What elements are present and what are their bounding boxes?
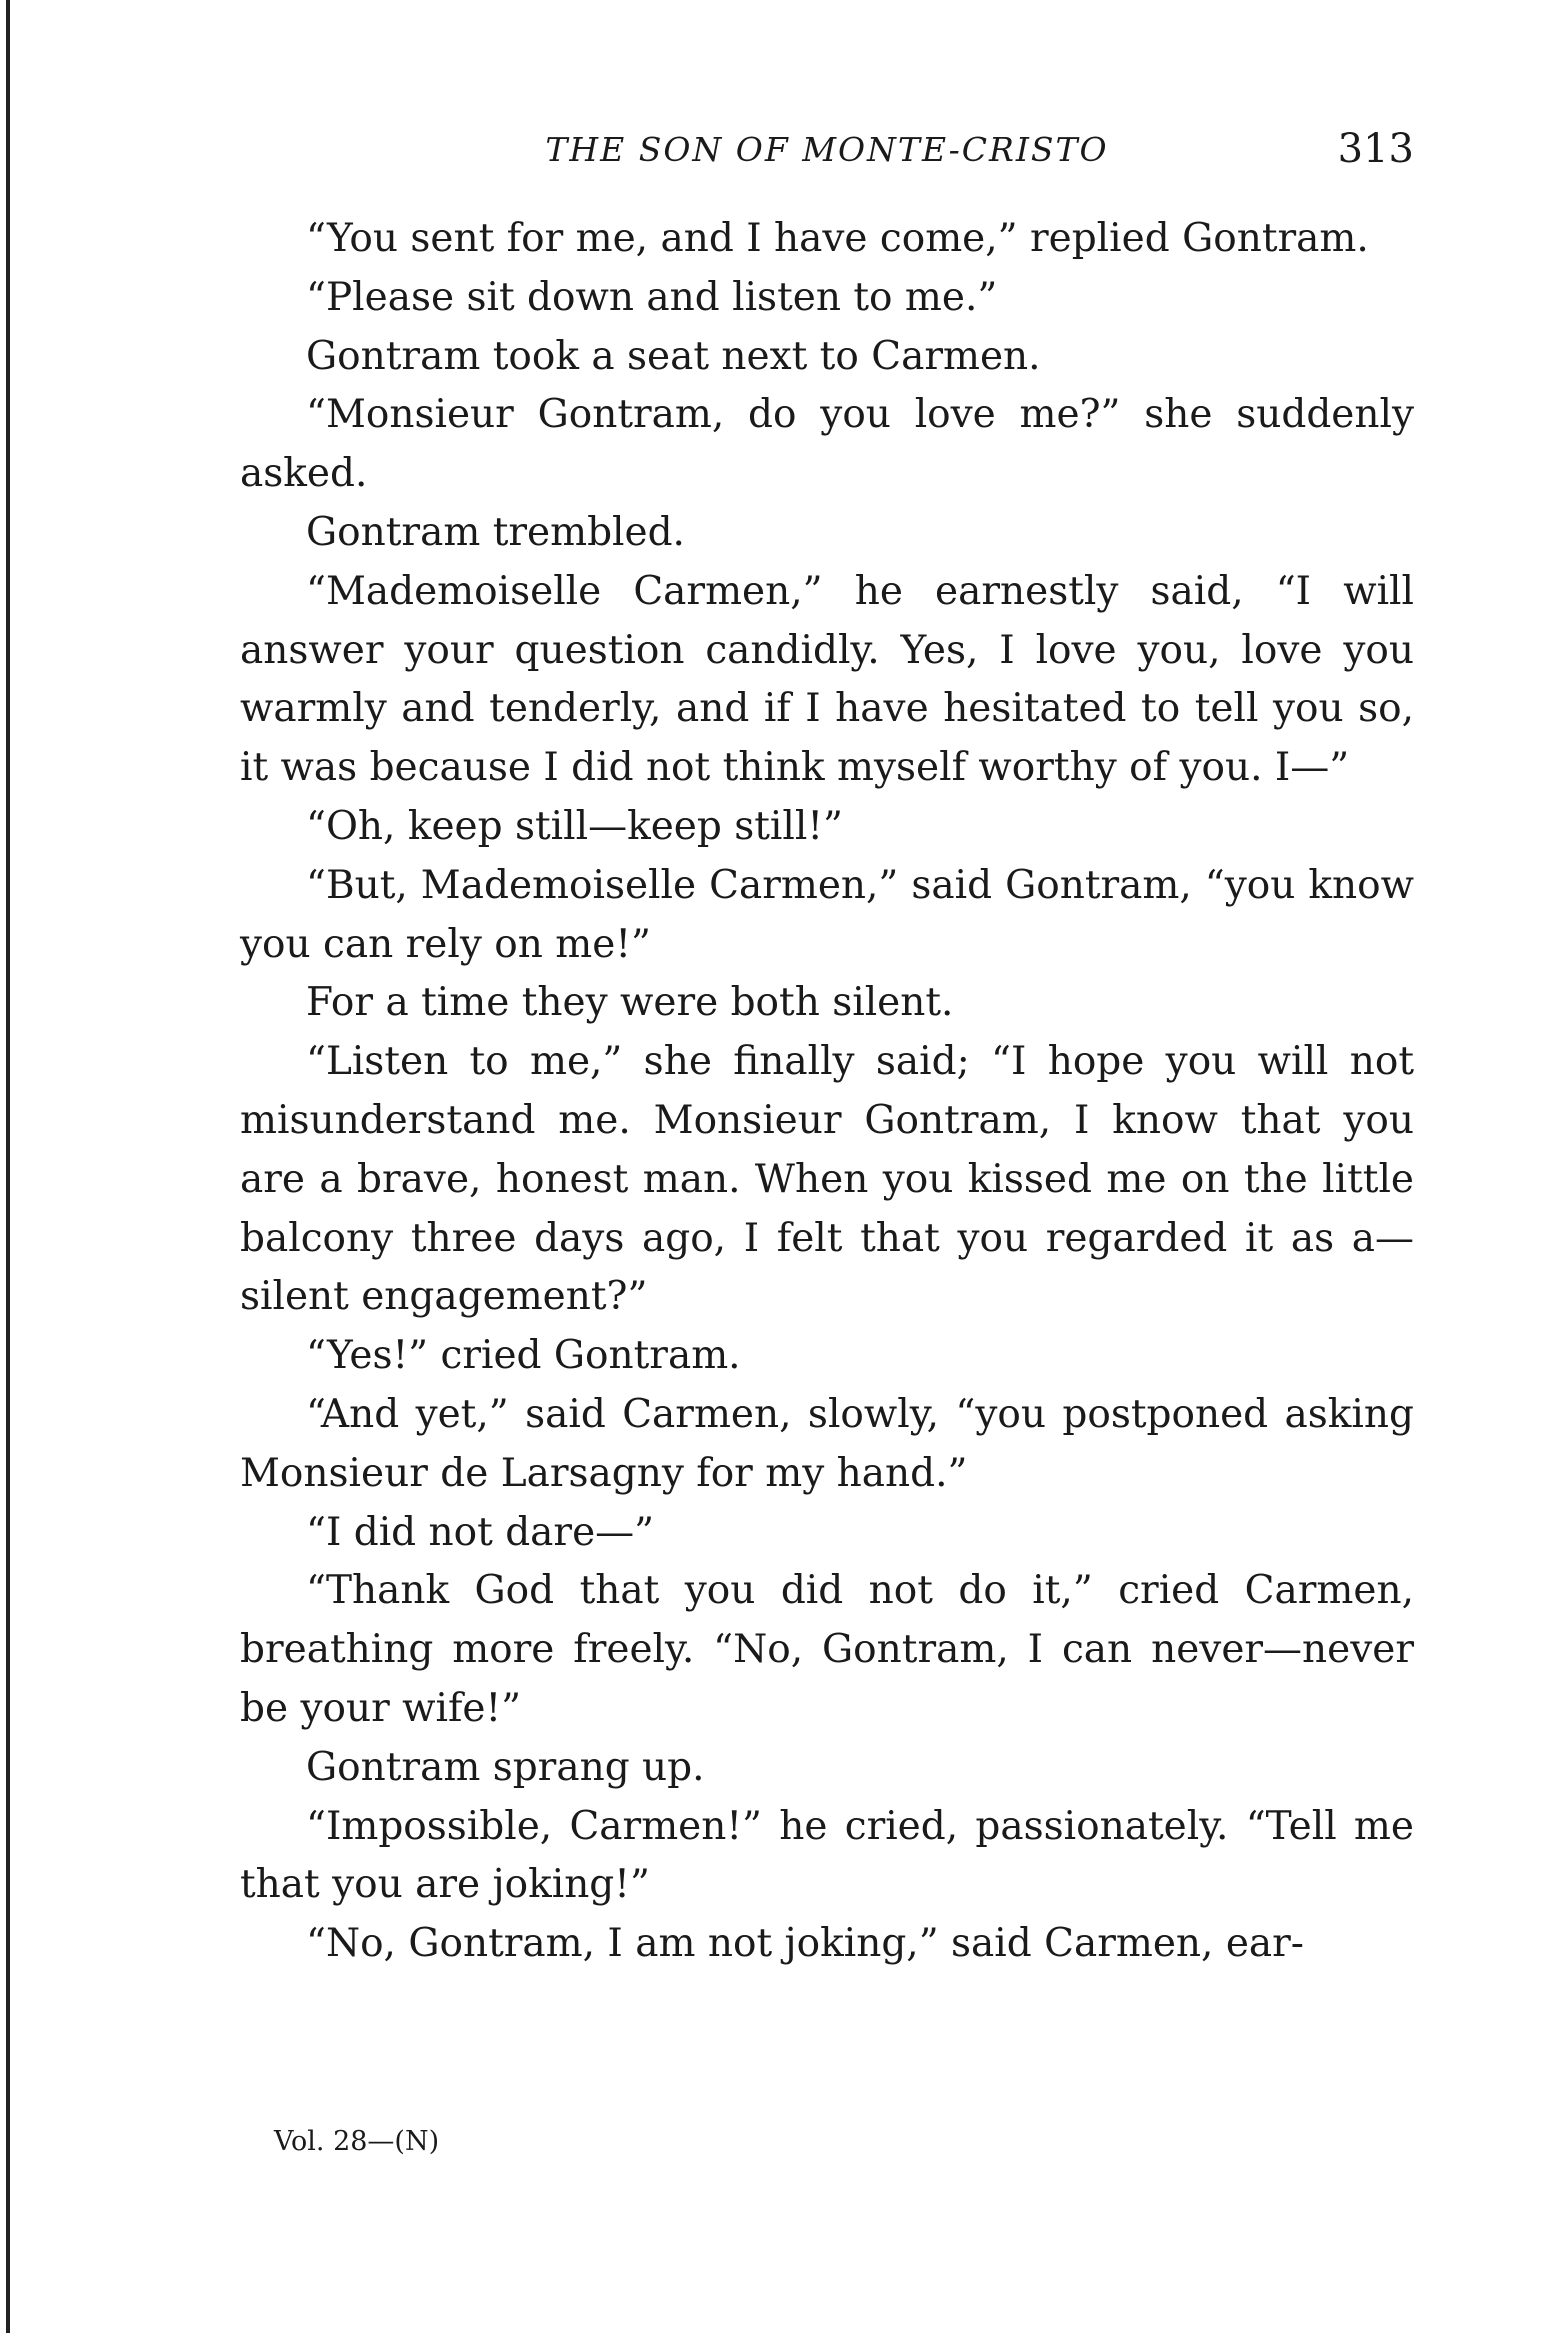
- paragraph: “Monsieur Gontram, do you love me?” she suddenly asked.: [240, 392, 1414, 497]
- paragraph: Gontram took a seat next to Carmen.: [306, 333, 1041, 379]
- paragraph: “Yes!” cried Gontram.: [306, 1333, 741, 1379]
- paragraph: “You sent for me, and I have come,” replied Gontram.: [306, 216, 1369, 261]
- signature-mark: Vol. 28—(N): [274, 2126, 440, 2157]
- paragraph: “Oh, keep still—keep still!”: [306, 803, 843, 849]
- paragraph: “Thank God that you did not do it,” cried Carmen, breathing more freely. “No, Gontram, I can never—never be your wife!”: [240, 1568, 1414, 1731]
- paragraph: “And yet,” said Carmen, slowly, “you postponed asking Monsieur de Larsagny for my hand.”: [240, 1391, 1414, 1496]
- paragraph: “Impossible, Carmen!” he cried, passionately. “Tell me that you are joking!”: [240, 1803, 1414, 1908]
- body-text: [240, 210, 1414, 1974]
- paragraph: Gontram trembled.: [306, 509, 685, 555]
- running-head: [240, 126, 1414, 190]
- paragraph: Gontram sprang up.: [306, 1744, 705, 1790]
- paragraph: For a time they were both silent.: [306, 980, 954, 1026]
- book-page: [240, 126, 1414, 1974]
- paragraph: “I did not dare—”: [306, 1509, 655, 1555]
- paragraph: “But, Mademoiselle Carmen,” said Gontram, “you know you can rely on me!”: [240, 862, 1414, 967]
- paragraph: “No, Gontram, I am not joking,” said Carmen, ear-: [306, 1921, 1304, 1967]
- paragraph: “Please sit down and listen to me.”: [306, 274, 998, 320]
- binding-edge: [6, 0, 10, 2333]
- page-number: 313: [1337, 126, 1414, 172]
- paragraph: “Listen to me,” she finally said; “I hope you will not misunderstand me. Monsieur Gontram, I know that you are a brave, honest man. When you kissed me on the little balcony three days ago, I felt that you regarded it as a—silent engagement?”: [240, 1039, 1414, 1320]
- running-title: THE SON OF MONTE-CRISTO: [545, 130, 1109, 169]
- paragraph: “Mademoiselle Carmen,” he earnestly said, “I will answer your question candidly. Yes, I love you, love you warmly and tenderly, and if I have hesitated to tell you so, it was because I did not think myself worthy of you. I—”: [240, 568, 1414, 791]
